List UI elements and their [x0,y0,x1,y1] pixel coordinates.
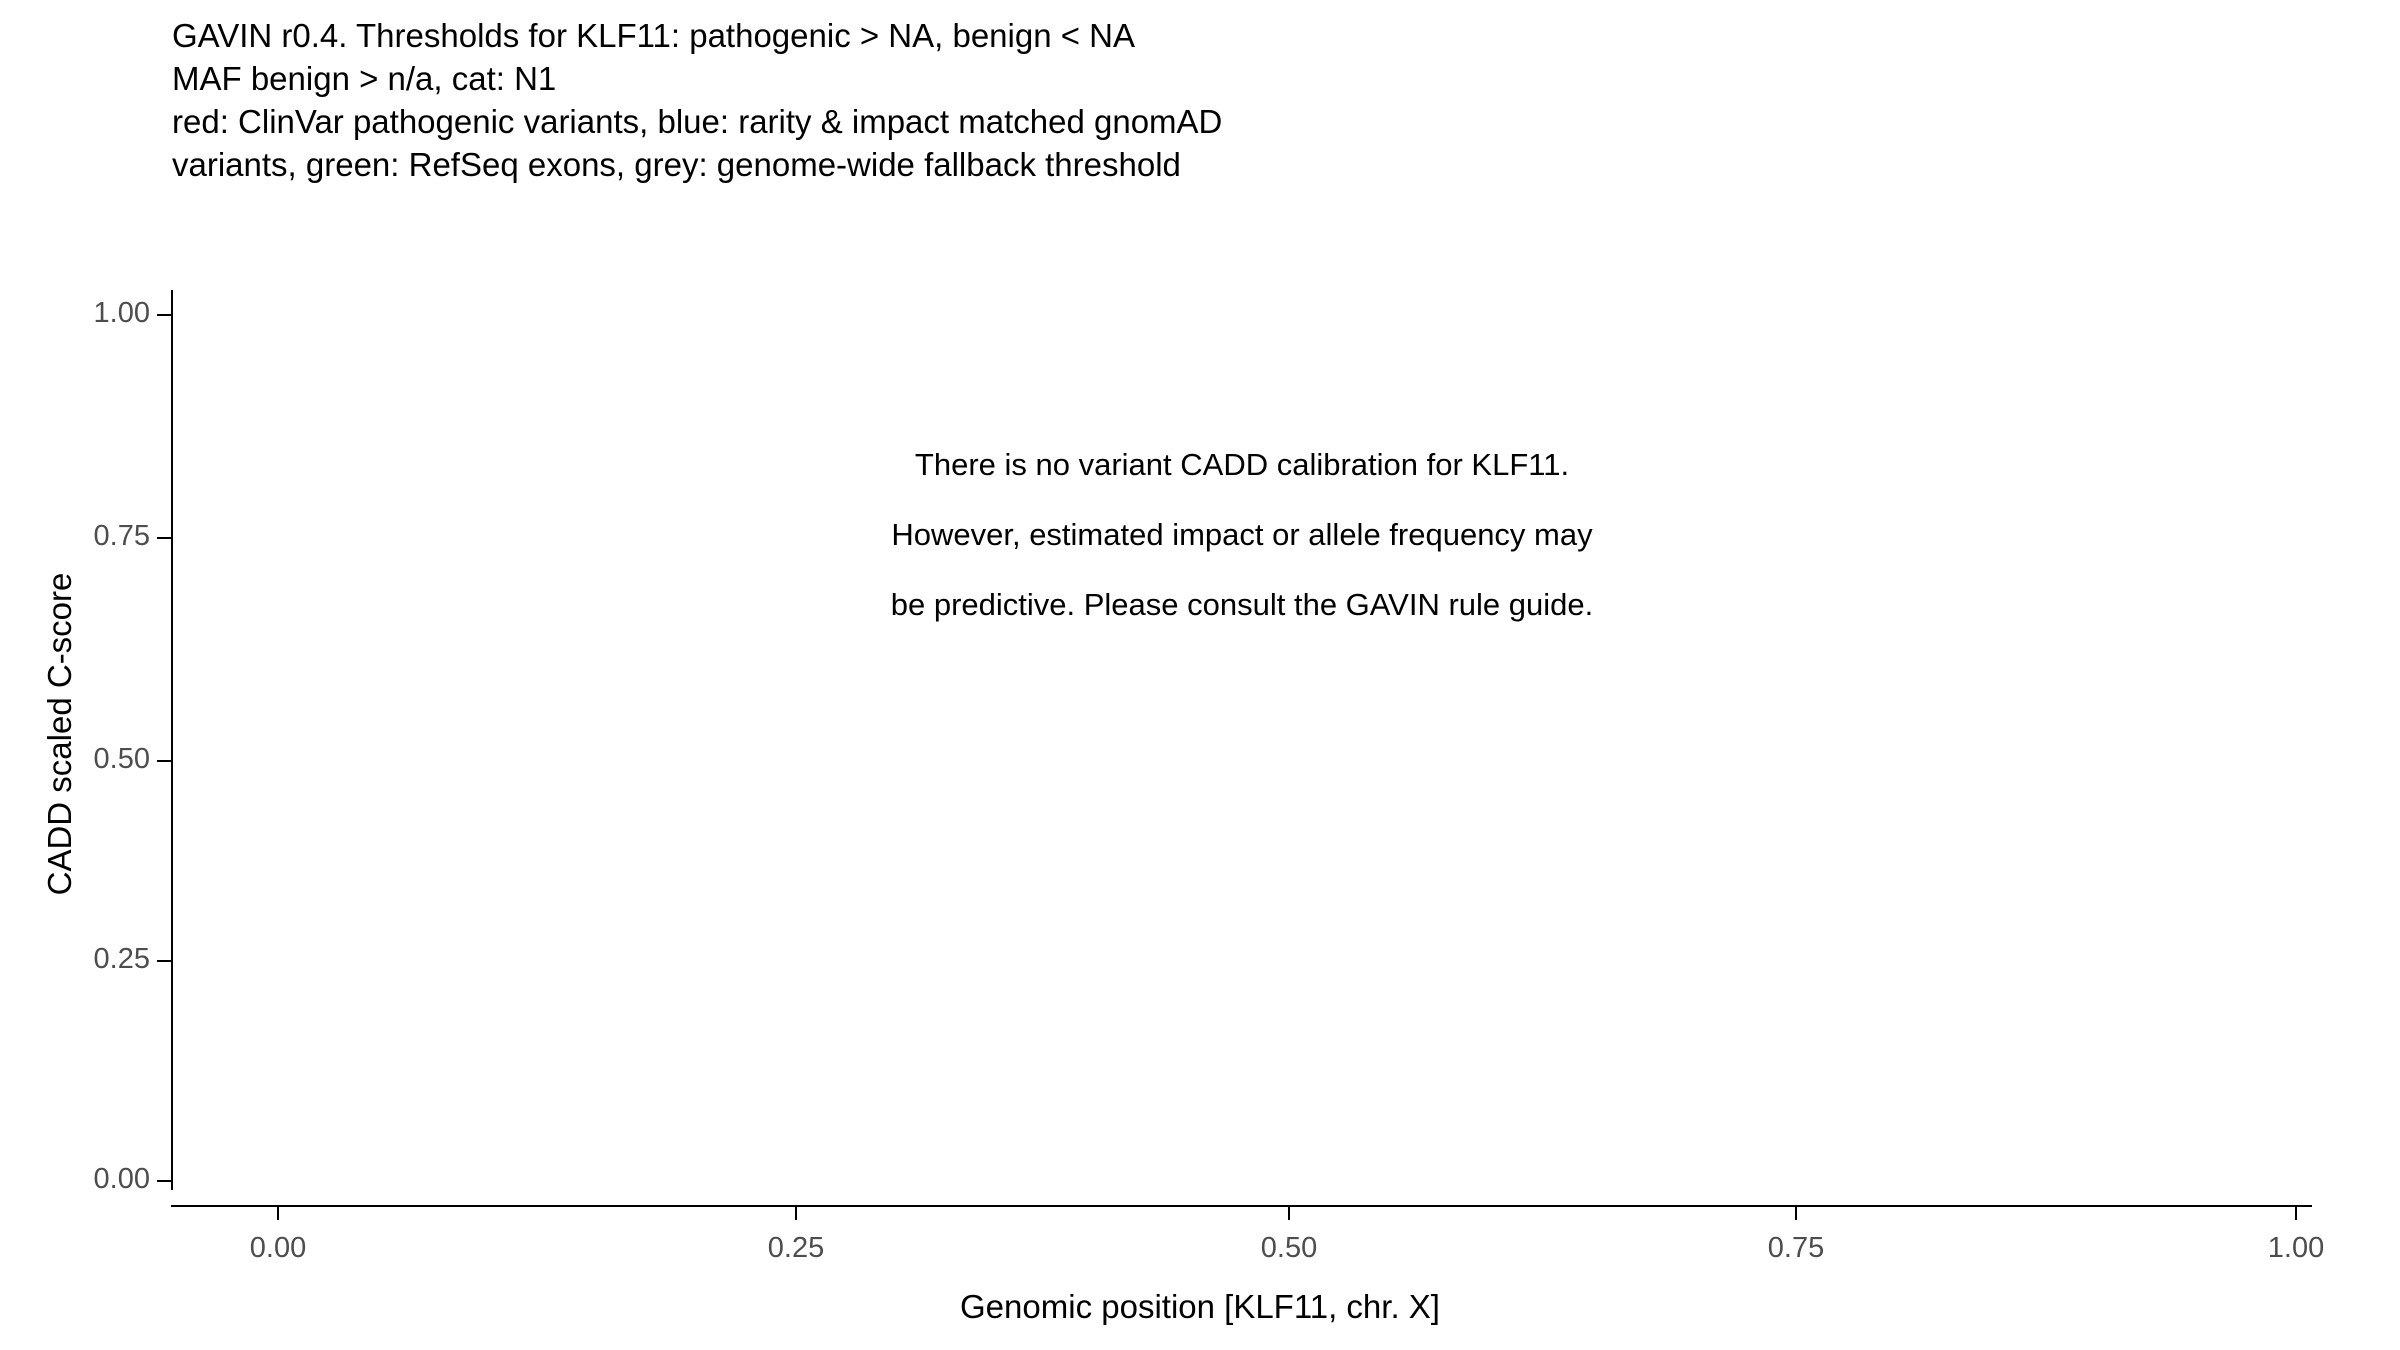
x-axis-line [171,1205,2312,1207]
chart-title-line-2: MAF benign > n/a, cat: N1 [172,60,557,97]
x-axis-tick-label-0.75: 0.75 [1767,1232,1825,1264]
y-axis-tick-mark-0.25 [157,960,171,962]
annotation-line-3: be predictive. Please consult the GAVIN rule guide. [890,587,1594,622]
annotation-line-1: There is no variant CADD calibration for KLF11. [914,447,1570,482]
x-axis-tick-mark-0.00 [277,1206,279,1220]
y-axis-title: CADD scaled C-score [41,572,78,896]
chart-title-line-1: GAVIN r0.4. Thresholds for KLF11: pathogenic > NA, benign < NA [172,17,1136,54]
no-calibration-annotation [472,430,2012,640]
y-axis-tick-label-0.75: 0.75 [93,520,150,552]
y-axis-tick-label-0.00: 0.00 [93,1163,150,1195]
x-axis-tick-mark-0.50 [1288,1206,1290,1220]
plot-panel [172,290,2312,1187]
y-axis-tick-mark-1.00 [157,314,171,316]
x-axis-tick-label-0.50: 0.50 [1260,1232,1318,1264]
y-axis-tick-label-0.25: 0.25 [93,943,150,975]
y-axis-tick-label-1.00: 1.00 [93,297,150,329]
x-axis-tick-mark-0.75 [1795,1206,1797,1220]
chart-title-line-3: red: ClinVar pathogenic variants, blue: rarity & impact matched gnomAD [172,103,1223,140]
x-axis-tick-label-0.25: 0.25 [767,1232,825,1264]
x-axis-tick-label-0.00: 0.00 [249,1232,307,1264]
x-axis-tick-mark-0.25 [795,1206,797,1220]
chart-title-line-4: variants, green: RefSeq exons, grey: genome-wide fallback threshold [172,146,1181,183]
y-axis-line [171,290,173,1190]
x-axis-tick-mark-1.00 [2295,1206,2297,1220]
x-axis-title: Genomic position [KLF11, chr. X] [960,1288,1440,1325]
y-axis-tick-label-0.50: 0.50 [93,743,150,775]
annotation-line-2: However, estimated impact or allele frequency may [891,517,1593,552]
y-axis-tick-mark-0.75 [157,537,171,539]
y-axis-tick-mark-0.50 [157,760,171,762]
y-axis-tick-mark-0.00 [157,1180,171,1182]
x-axis-tick-label-1.00: 1.00 [2267,1232,2325,1264]
